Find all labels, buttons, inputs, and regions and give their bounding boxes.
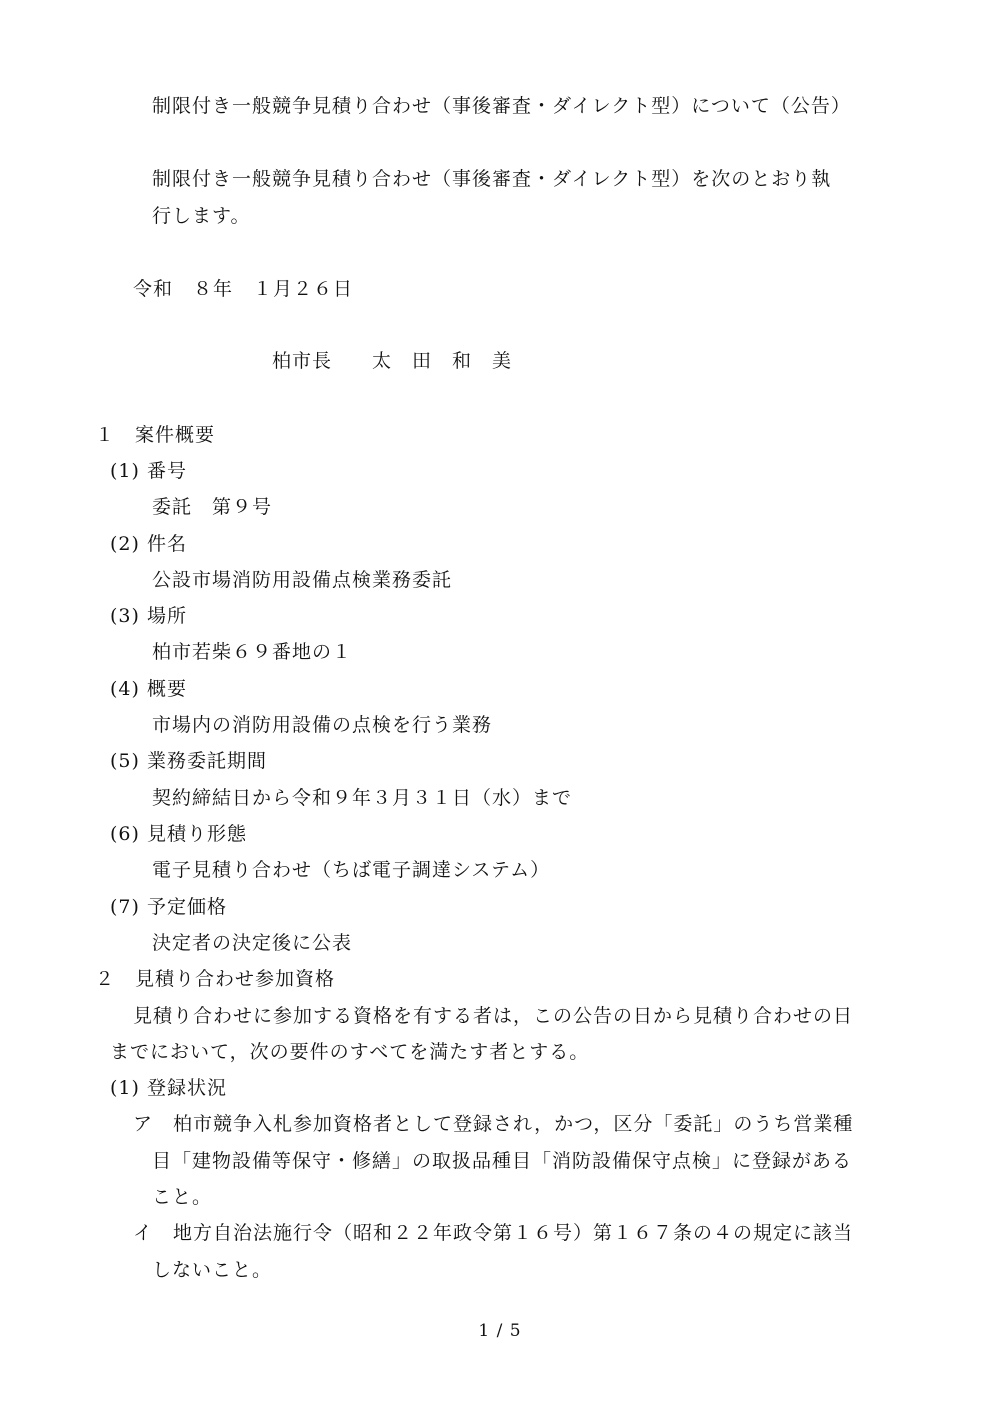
item-2-body: 公設市場消防用設備点検業務委託 xyxy=(152,569,453,591)
item-7-body: 決定者の決定後に公表 xyxy=(152,932,353,954)
item-4-body: 市場内の消防用設備の点検を行う業務 xyxy=(152,714,493,736)
registration-status-heading: (1) 登録状況 xyxy=(110,1077,227,1099)
requirement-a-line-1: ア 柏市競争入札参加資格者として登録され，かつ，区分「委託」のうち営業種 xyxy=(133,1113,854,1135)
signer-name: 柏市長 太 田 和 美 xyxy=(272,350,513,372)
section-2-paragraph-line-2: までにおいて，次の要件のすべてを満たす者とする。 xyxy=(110,1041,590,1063)
item-7-heading: (7) 予定価格 xyxy=(110,896,227,918)
page-number: 1 / 5 xyxy=(478,1321,522,1341)
section-1-heading: １ 案件概要 xyxy=(95,424,216,446)
item-6-heading: (6) 見積り形態 xyxy=(110,823,247,845)
announcement-date: 令和 ８年 １月２６日 xyxy=(133,278,354,300)
document-title: 制限付き一般競争見積り合わせ（事後審査・ダイレクト型）について（公告） xyxy=(152,95,851,117)
item-3-heading: (3) 場所 xyxy=(110,605,187,627)
item-1-body: 委託 第９号 xyxy=(152,496,273,518)
requirement-a-line-2: 目「建物設備等保守・修繕」の取扱品種目「消防設備保守点検」に登録がある xyxy=(152,1150,853,1172)
requirement-b-line-2: しないこと。 xyxy=(152,1259,273,1281)
item-5-body: 契約締結日から令和９年３月３１日（水）まで xyxy=(152,787,573,809)
requirement-a-line-3: こと。 xyxy=(152,1186,213,1208)
intro-text-line-1: 制限付き一般競争見積り合わせ（事後審査・ダイレクト型）を次のとおり執 xyxy=(152,168,832,190)
item-3-body: 柏市若柴６９番地の１ xyxy=(152,641,353,663)
section-2-heading: ２ 見積り合わせ参加資格 xyxy=(95,968,336,990)
item-6-body: 電子見積り合わせ（ちば電子調達システム） xyxy=(152,859,551,881)
item-4-heading: (4) 概要 xyxy=(110,678,187,700)
requirement-b-line-1: イ 地方自治法施行令（昭和２２年政令第１６号）第１６７条の４の規定に該当 xyxy=(133,1222,854,1244)
item-2-heading: (2) 件名 xyxy=(110,533,187,555)
item-1-heading: (1) 番号 xyxy=(110,460,187,482)
item-5-heading: (5) 業務委託期間 xyxy=(110,750,267,772)
section-2-paragraph-line-1: 見積り合わせに参加する資格を有する者は，この公告の日から見積り合わせの日 xyxy=(133,1005,854,1027)
intro-text-line-2: 行します。 xyxy=(152,205,251,227)
